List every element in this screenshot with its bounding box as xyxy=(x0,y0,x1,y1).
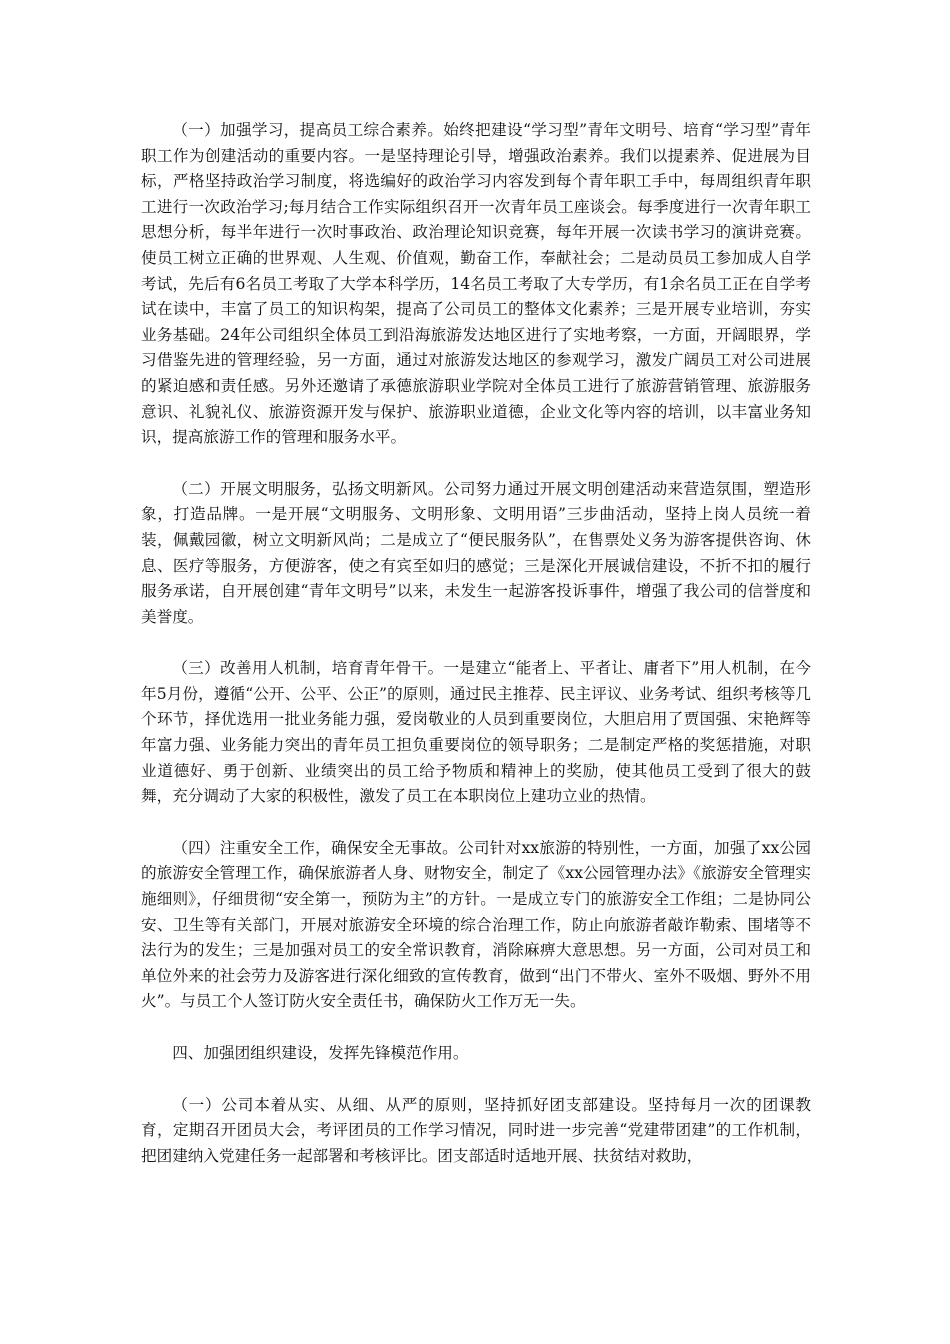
paragraph-safety-work: （四）注重安全工作，确保安全无事故。公司针对xx旅游的特别性，一方面，加强了xx公园的旅游安全管理工作，确保旅游者人身、财物安全，制定了《xx公园管理办法》《旅游安全管理实施细则》，仔细贯彻“安全第一，预防为主”的方针。一是成立专门的旅游安全工作组；二是协同公安、卫生等有关部门，开展对旅游安全环境的综合治理工作，防止向旅游者敲诈勒索、围堵等不法行为的发生；三是加强对员工的安全常识教育，消除麻痹大意思想。另一方面，公司对员工和单位外来的社会劳力及游客进行深化细致的宣传教育，做到“出门不带火、室外不吸烟、野外不用火”。与员工个人签订防火安全责任书，确保防火工作万无一失。 xyxy=(141,838,811,1011)
document-body xyxy=(141,118,811,1195)
section-heading-league-organization: 四、加强团组织建设，发挥先锋模范作用。 xyxy=(172,1044,469,1062)
paragraph-civilized-service: （二）开展文明服务，弘扬文明新风。公司努力通过开展文明创建活动来营造氛围，塑造形象，打造品牌。一是开展“文明服务、文明形象、文明用语”三步曲活动，坚持上岗人员统一着装，佩戴园徽，树立文明新风尚；二是成立了“便民服务队”，在售票处义务为游客提供咨询、休息、医疗等服务，方便游客，使之有宾至如归的感觉；三是深化开展诚信建设，不折不扣的履行服务承诺，自开展创建“青年文明号”以来，未发生一起游客投诉事件，增强了我公司的信誉度和美誉度。 xyxy=(141,479,811,626)
paragraph-league-branch-building: （一）公司本着从实、从细、从严的原则，坚持抓好团支部建设。坚持每月一次的团课教育，定期召开团员大会，考评团员的工作学习情况，同时进一步完善“党建带团建”的工作机制，把团建纳入党建任务一起部署和考核评比。团支部适时适地开展、扶贫结对救助， xyxy=(141,1095,811,1165)
paragraph-employment-mechanism: （三）改善用人机制，培育青年骨干。一是建立“能者上、平者让、庸者下”用人机制，在今年5月份，遵循“公开、公平、公正”的原则，通过民主推荐、民主评议、业务考试、组织考核等几个环节，择优选用一批业务能力强，爱岗敬业的人员到重要岗位，大胆启用了贾国强、宋艳辉等年富力强、业务能力突出的青年员工担负重要岗位的领导职务；二是制定严格的奖惩措施，对职业道德好、勇于创新、业绩突出的员工给予物质和精神上的奖励，使其他员工受到了很大的鼓舞，充分调动了大家的积极性，激发了员工在本职岗位上建功立业的热情。 xyxy=(141,659,811,806)
paragraph-strengthen-learning: （一）加强学习，提高员工综合素养。始终把建设“学习型”青年文明号、培育“学习型”青年职工作为创建活动的重要内容。一是坚持理论引导，增强政治素养。我们以提素养、促进展为目标，严格坚持政治学习制度，将选编好的政治学习内容发到每个青年职工手中，每周组织青年职工进行一次政治学习;每月结合工作实际组织召开一次青年员工座谈会。每季度进行一次青年职工思想分析，每半年进行一次时事政治、政治理论知识竞赛，每年开展一次读书学习的演讲竞赛。使员工树立正确的世界观、人生观、价值观，勤奋工作，奉献社会；二是动员员工参加成人自学考试，先后有6名员工考取了大学本科学历，14名员工考取了大专学历，有1余名员工正在自学考试在读中，丰富了员工的知识构架，提高了公司员工的整体文化素养；三是开展专业培训，夯实业务基础。24年公司组织全体员工到沿海旅游发达地区进行了实地考察，一方面，开阔眼界，学习借鉴先进的管理经验，另一方面，通过对旅游发达地区的参观学习，激发广阔员工对公司进展的紧迫感和责任感。另外还邀请了承德旅游职业学院对全体员工进行了旅游营销管理、旅游服务意识、礼貌礼仪、旅游资源开发与保护、旅游职业道德，企业文化等内容的培训，以丰富业务知识，提高旅游工作的管理和服务水平。 xyxy=(141,121,811,447)
